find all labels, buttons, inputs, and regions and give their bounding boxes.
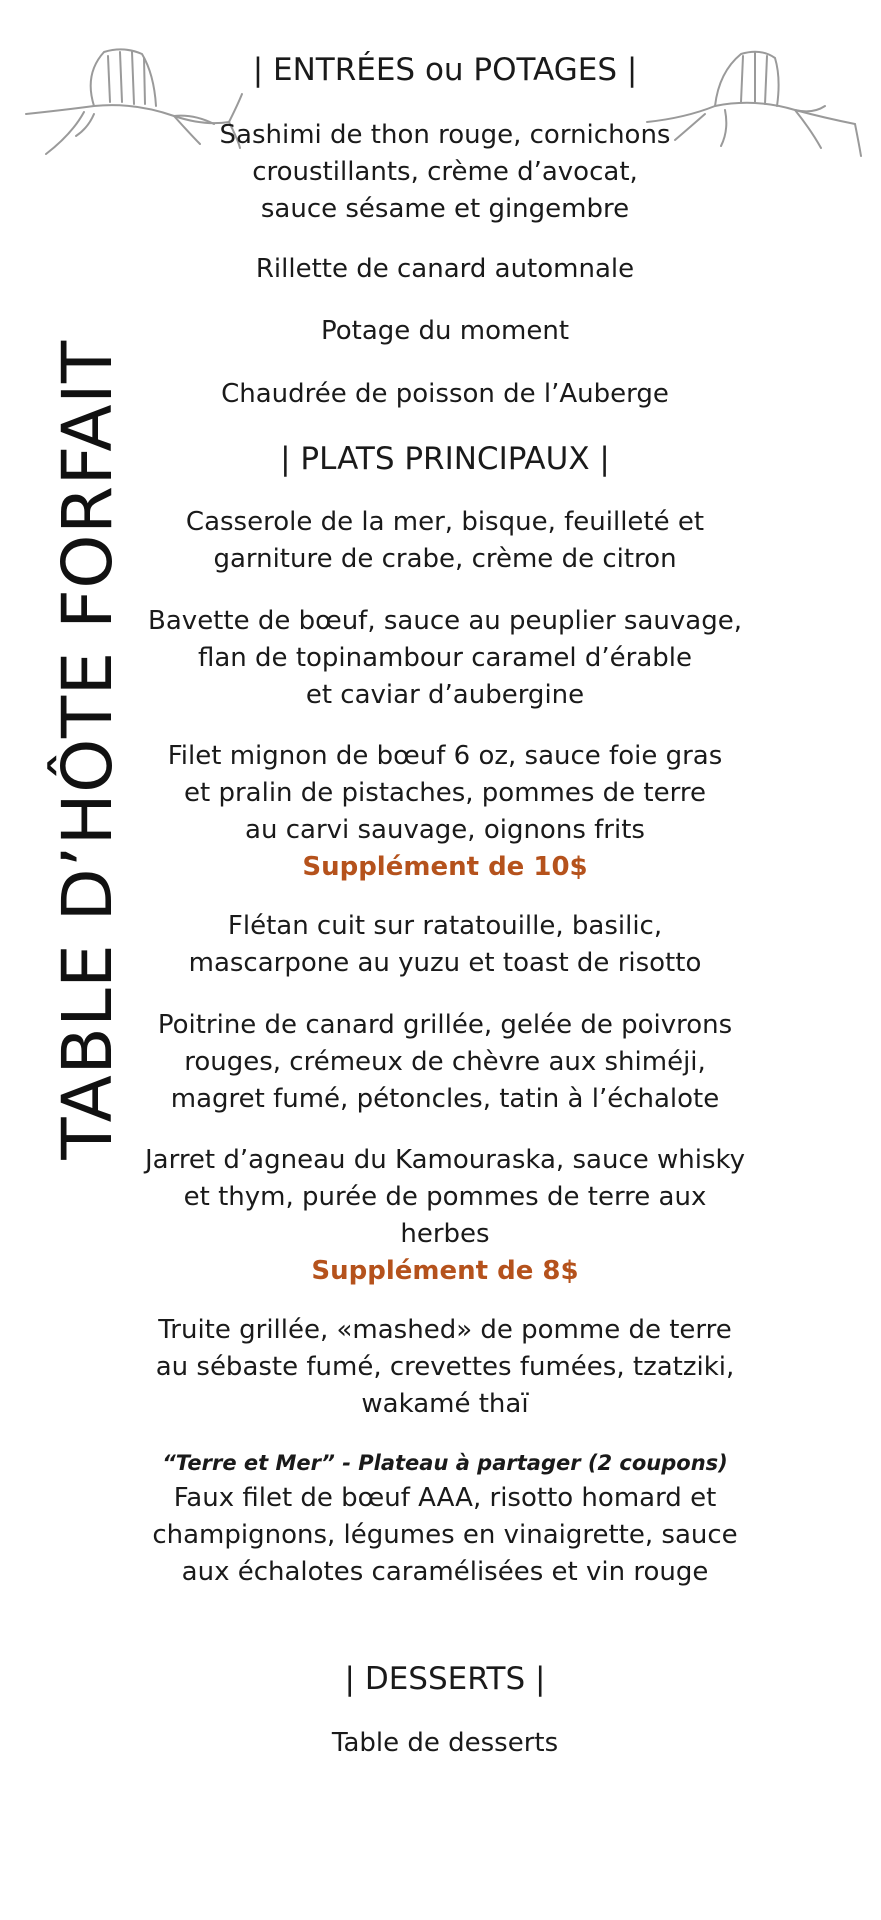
dish-text: Chaudrée de poisson de l’Auberge [221, 379, 669, 409]
desserts-heading: | DESSERTS | [344, 1661, 546, 1697]
dish-text: Table de desserts [331, 1728, 559, 1758]
supplement-price: Supplément de 10$ [302, 852, 588, 882]
menu-item [130, 1312, 760, 1423]
dish-text: Sashimi de thon rouge, cornichons croustillants, crème d’avocat, sauce sésame et gingembre [219, 120, 671, 224]
menu-item [130, 504, 760, 578]
plats-heading: | PLATS PRINCIPAUX | [280, 441, 610, 477]
side-title: TABLE D’HÔTE FORFAIT [48, 340, 128, 1160]
menu-item [130, 376, 760, 413]
plateau-title: “Terre et Mer” - Plateau à partager (2 coupons) [162, 1451, 728, 1475]
dish-text: Casserole de la mer, bisque, feuilleté et garniture de crabe, crème de citron [185, 507, 705, 574]
desserts-heading-block [130, 1657, 760, 1701]
menu-item [130, 1007, 760, 1118]
entrees-heading-block [130, 48, 760, 92]
dish-text: Poitrine de canard grillée, gelée de poivrons rouges, crémeux de chèvre aux shiméji, magret fumé, pétoncles, tatin à l’échalote [157, 1010, 733, 1114]
menu-item [130, 603, 760, 714]
dish-text: Jarret d’agneau du Kamouraska, sauce whisky et thym, purée de pommes de terre aux herbes [144, 1145, 746, 1249]
entrees-heading: | ENTRÉES ou POTAGES | [252, 52, 638, 88]
plats-heading-block [130, 437, 760, 481]
dish-text: Potage du moment [320, 316, 570, 346]
dish-text: Filet mignon de bœuf 6 oz, sauce foie gras et pralin de pistaches, pommes de terre au carvi sauvage, oignons frits [167, 741, 723, 845]
supplement-price: Supplément de 8$ [311, 1256, 579, 1286]
menu-item [130, 738, 760, 886]
menu-item [130, 117, 760, 228]
menu-item [130, 1725, 760, 1762]
menu-item [130, 908, 760, 982]
menu-item [130, 1446, 760, 1591]
dish-text: Rillette de canard automnale [255, 254, 635, 284]
menu-item [130, 251, 760, 288]
dish-text: Bavette de bœuf, sauce au peuplier sauvage, flan de topinambour caramel d’érable et caviar d’aubergine [148, 606, 742, 710]
menu-item [130, 313, 760, 350]
dish-text: Flétan cuit sur ratatouille, basilic, mascarpone au yuzu et toast de risotto [188, 911, 702, 978]
menu-item [130, 1142, 760, 1290]
dish-text: Faux filet de bœuf AAA, risotto homard et champignons, légumes en vinaigrette, sauce aux échalotes caramélisées et vin rouge [152, 1483, 738, 1587]
dish-text: Truite grillée, «mashed» de pomme de terre au sébaste fumé, crevettes fumées, tzatziki, wakamé thaï [155, 1315, 735, 1419]
